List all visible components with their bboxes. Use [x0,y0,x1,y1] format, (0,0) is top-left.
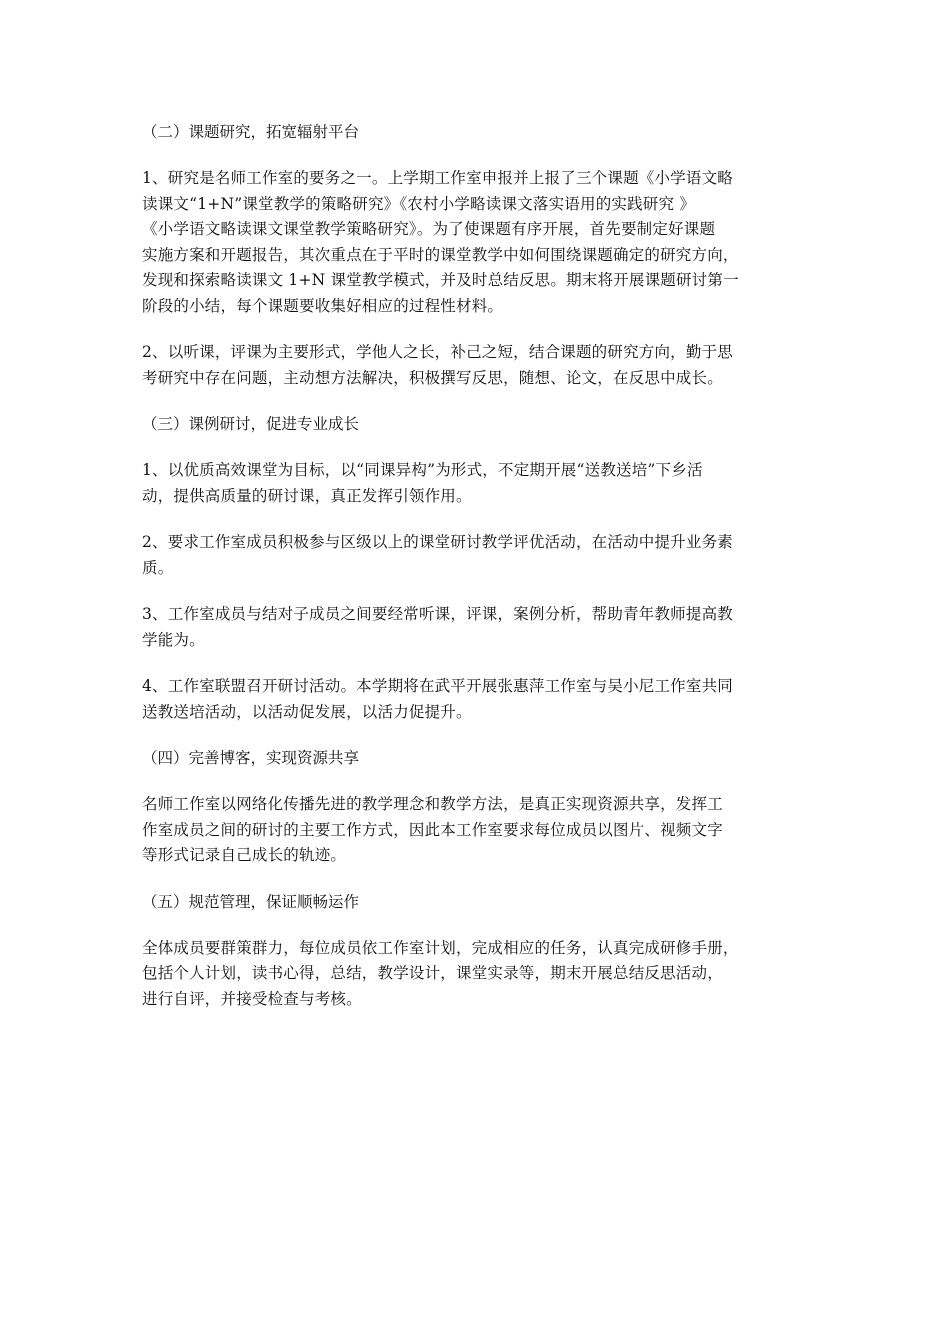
paragraph-line: 等形式记录自己成长的轨迹。 [142,846,347,864]
section-heading-3: （三）课例研讨，促进专业成长 [142,415,360,433]
paragraph-line: 动，提供高质量的研讨课，真正发挥引领作用。 [142,486,472,505]
paragraph-line: 2、要求工作室成员积极参与区级以上的课堂研讨教学评优活动，在活动中提升业务素 [142,533,733,551]
paragraph-line: 考研究中存在问题，主动想方法解决，积极撰写反思，随想、论文，在反思中成长。 [142,368,723,387]
section-heading-5: （五）规范管理，保证顺畅运作 [142,892,360,911]
paragraph-line: 《小学语文略读课文课堂教学策略研究》。为了使课题有序开展，首先要制定好课题 [142,220,716,238]
paragraph-line: 送教送培活动，以活动促发展，以活力促提升。 [142,702,472,721]
paragraph-line: 阶段的小结，每个课题要收集好相应的过程性材料。 [142,296,504,315]
paragraph-line: 名师工作室以网络化传播先进的教学理念和教学方法，是真正实现资源共享，发挥工 [142,795,723,813]
paragraph-4-1 [142,792,806,869]
paragraph-3-4 [142,674,806,725]
paragraph-line: 发现和探索略读课文 1+N 课堂教学模式，并及时总结反思。期末将开展课题研讨第一 [142,271,739,289]
paragraph-line: 读课文“1+N”课堂教学的策略研究》《农村小学略读课文落实语用的实践研究 》 [142,194,696,213]
paragraph-line: 进行自评，并接受检查与考核。 [142,989,362,1008]
section-heading-2: （二）课题研究，拓宽辐射平台 [142,123,360,141]
paragraph-5-1 [142,936,806,1013]
paragraph-line: 作室成员之间的研讨的主要工作方式，因此本工作室要求每位成员以图片、视频文字 [142,820,723,839]
paragraph-3-3 [142,602,806,653]
paragraph-2-1 [142,166,806,319]
paragraph-line: 4、工作室联盟召开研讨活动。本学期将在武平开展张惠萍工作室与吴小尼工作室共同 [142,677,733,695]
paragraph-3-2 [142,530,806,581]
paragraph-line: 质。 [142,558,174,577]
paragraph-line: 2、以听课，评课为主要形式，学他人之长，补己之短，结合课题的研究方向，勤于思 [142,343,733,361]
paragraph-line: 包括个人计划，读书心得，总结，教学设计，课堂实录等，期末开展总结反思活动， [142,964,723,982]
paragraph-line: 学能为。 [142,630,205,649]
paragraph-line: 1、以优质高效课堂为目标，以“同课异构”为形式，不定期开展“送教送培”下乡活 [142,461,703,479]
paragraph-line: 全体成员要群策群力，每位成员依工作室计划，完成相应的任务，认真完成研修手册， [142,938,739,957]
paragraph-2-2 [142,340,806,391]
paragraph-line: 3、工作室成员与结对子成员之间要经常听课，评课，案例分析，帮助青年教师提高教 [142,605,733,623]
paragraph-line: 实施方案和开题报告，其次重点在于平时的课堂教学中如何围绕课题确定的研究方向， [142,245,739,264]
section-heading-4: （四）完善博客，实现资源共享 [142,749,360,767]
document-page [142,120,806,1033]
paragraph-3-1 [142,458,806,509]
paragraph-line: 1、研究是名师工作室的要务之一。上学期工作室申报并上报了三个课题《小学语文略 [142,169,733,187]
